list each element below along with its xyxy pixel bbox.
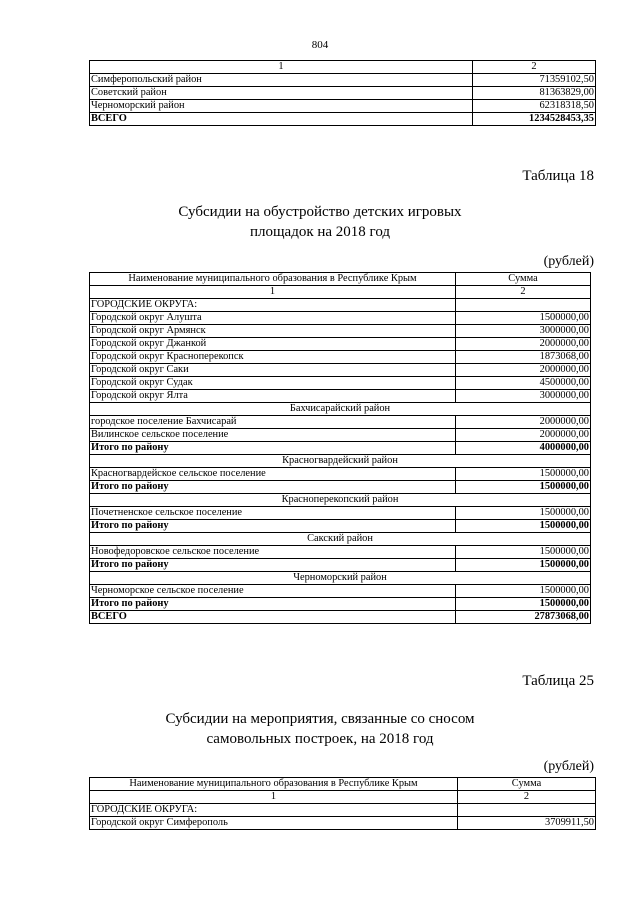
table-row: [90, 87, 596, 100]
municipality-name: Итого по району: [90, 598, 456, 611]
municipality-name: ВСЕГО: [90, 113, 473, 126]
municipality-name: городское поселение Бахчисарай: [90, 416, 456, 429]
column-number-1: 1: [90, 791, 458, 804]
total-row: [90, 481, 591, 494]
municipality-name: Городской округ Саки: [90, 364, 456, 377]
column-number-row: [90, 791, 596, 804]
amount: 3709911,50: [458, 817, 596, 830]
continued-table: [89, 60, 596, 126]
district-heading-row: [90, 455, 591, 468]
district-heading-row: [90, 494, 591, 507]
table-row: [90, 817, 596, 830]
amount: [458, 804, 596, 817]
header-row: [90, 273, 591, 286]
column-number-2: 2: [456, 286, 591, 299]
municipality-name: Итого по району: [90, 520, 456, 533]
municipality-name: Городской округ Армянск: [90, 325, 456, 338]
table-row: [90, 351, 591, 364]
total-row: [90, 113, 596, 126]
municipality-name: Итого по району: [90, 442, 456, 455]
header-row: [90, 778, 596, 791]
municipality-name: ВСЕГО: [90, 611, 456, 624]
district-heading-row: [90, 403, 591, 416]
municipality-name: Советский район: [90, 87, 473, 100]
total-row: [90, 611, 591, 624]
amount: 4500000,00: [456, 377, 591, 390]
table-row: [90, 804, 596, 817]
amount: 1234528453,35: [473, 113, 596, 126]
table-25-title-line1: Субсидии на мероприятия, связанные со сносом: [165, 711, 475, 727]
municipality-name: Черноморский район: [90, 100, 473, 113]
municipality-name: ГОРОДСКИЕ ОКРУГА:: [90, 804, 458, 817]
table-row: [90, 377, 591, 390]
header-sum: Сумма: [458, 778, 596, 791]
table-18: [89, 272, 591, 624]
district-heading-row: [90, 572, 591, 585]
amount: 2000000,00: [456, 429, 591, 442]
amount: 1500000,00: [456, 507, 591, 520]
district-name: Бахчисарайский район: [90, 403, 591, 416]
table-row: [90, 74, 596, 87]
amount: 81363829,00: [473, 87, 596, 100]
municipality-name: Почетненское сельское поселение: [90, 507, 456, 520]
column-number-1: 1: [90, 286, 456, 299]
table-18-label: Таблица 18: [522, 168, 594, 184]
amount: 3000000,00: [456, 390, 591, 403]
table-row: [90, 299, 591, 312]
amount: 2000000,00: [456, 364, 591, 377]
total-row: [90, 442, 591, 455]
amount: 1500000,00: [456, 520, 591, 533]
table-row: [90, 100, 596, 113]
amount: 1500000,00: [456, 546, 591, 559]
amount: 1500000,00: [456, 481, 591, 494]
municipality-name: Городской округ Красноперекопск: [90, 351, 456, 364]
column-number-1: 1: [90, 61, 473, 74]
column-number-row: [90, 61, 596, 74]
amount: 1500000,00: [456, 312, 591, 325]
amount: 1500000,00: [456, 598, 591, 611]
total-row: [90, 520, 591, 533]
column-number-row: [90, 286, 591, 299]
municipality-name: Городской округ Алушта: [90, 312, 456, 325]
table-row: [90, 364, 591, 377]
amount: 1500000,00: [456, 559, 591, 572]
page-number: 804: [311, 39, 329, 51]
amount: 2000000,00: [456, 338, 591, 351]
district-name: Красногвардейский район: [90, 455, 591, 468]
header-name: Наименование муниципального образования в Республике Крым: [90, 778, 458, 791]
district-name: Сакский район: [90, 533, 591, 546]
table-row: [90, 546, 591, 559]
amount: 2000000,00: [456, 416, 591, 429]
table-25-title-line2: самовольных построек, на 2018 год: [206, 731, 434, 747]
municipality-name: Вилинское сельское поселение: [90, 429, 456, 442]
municipality-name: Симферопольский район: [90, 74, 473, 87]
table-row: [90, 585, 591, 598]
district-name: Черноморский район: [90, 572, 591, 585]
total-row: [90, 598, 591, 611]
district-heading-row: [90, 533, 591, 546]
table-18-title-line1: Субсидии на обустройство детских игровых: [178, 204, 462, 220]
column-number-2: 2: [458, 791, 596, 804]
table-18-title-line2: площадок на 2018 год: [249, 224, 391, 240]
table-row: [90, 507, 591, 520]
municipality-name: Новофедоровское сельское поселение: [90, 546, 456, 559]
table-row: [90, 416, 591, 429]
table-row: [90, 312, 591, 325]
municipality-name: ГОРОДСКИЕ ОКРУГА:: [90, 299, 456, 312]
municipality-name: Городской округ Ялта: [90, 390, 456, 403]
district-name: Красноперекопский район: [90, 494, 591, 507]
municipality-name: Городской округ Джанкой: [90, 338, 456, 351]
amount: 4000000,00: [456, 442, 591, 455]
amount: 71359102,50: [473, 74, 596, 87]
amount: 1500000,00: [456, 468, 591, 481]
amount: 1873068,00: [456, 351, 591, 364]
amount: 27873068,00: [456, 611, 591, 624]
table-row: [90, 390, 591, 403]
total-row: [90, 559, 591, 572]
amount: 3000000,00: [456, 325, 591, 338]
table-row: [90, 325, 591, 338]
header-sum: Сумма: [456, 273, 591, 286]
municipality-name: Черноморское сельское поселение: [90, 585, 456, 598]
municipality-name: Итого по району: [90, 481, 456, 494]
municipality-name: Красногвардейское сельское поселение: [90, 468, 456, 481]
table-row: [90, 429, 591, 442]
table-row: [90, 338, 591, 351]
table-row: [90, 468, 591, 481]
amount: 1500000,00: [456, 585, 591, 598]
table-18-unit: (рублей): [543, 254, 594, 269]
table-25: [89, 777, 596, 830]
table-25-label: Таблица 25: [522, 673, 594, 689]
table-25-unit: (рублей): [543, 759, 594, 774]
amount: [456, 299, 591, 312]
column-number-2: 2: [473, 61, 596, 74]
municipality-name: Итого по району: [90, 559, 456, 572]
amount: 62318318,50: [473, 100, 596, 113]
municipality-name: Городской округ Судак: [90, 377, 456, 390]
municipality-name: Городской округ Симферополь: [90, 817, 458, 830]
header-name: Наименование муниципального образования в Республике Крым: [90, 273, 456, 286]
